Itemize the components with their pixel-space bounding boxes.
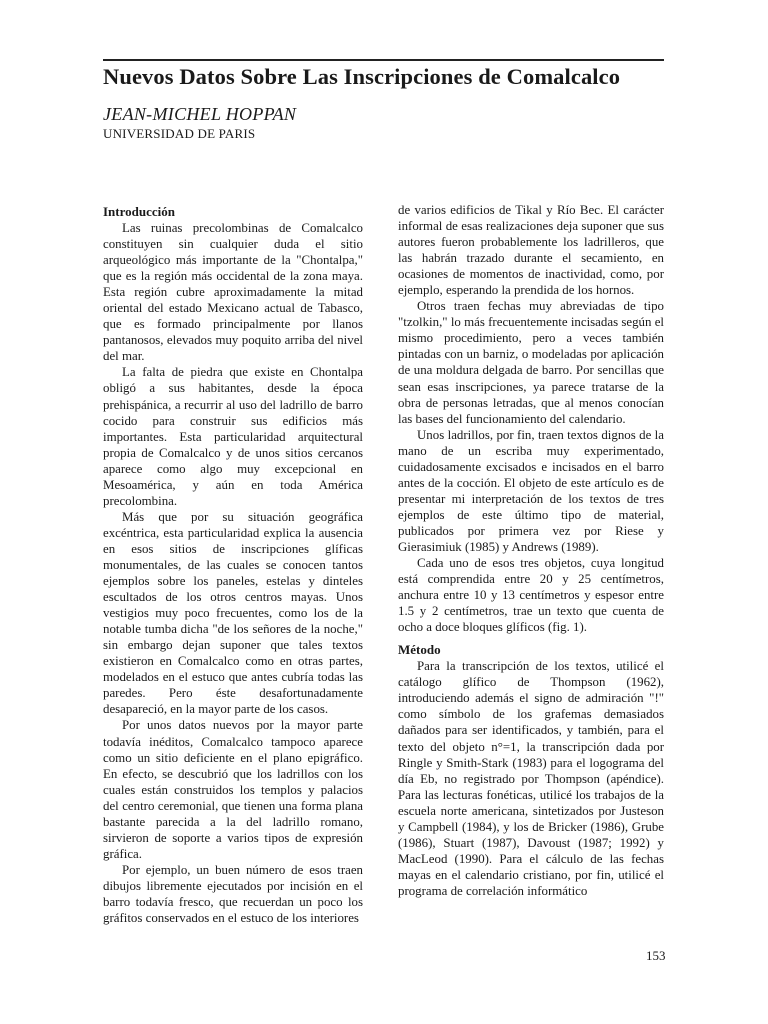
paragraph: de varios edificios de Tikal y Río Bec. El carácter informal de esas realizaciones deja suponer que sus autores fueron probablemente los ladrilleros, que las habrán trazado durante el secamiento, en ocasiones de momentos de inactividad, como, por ejemplo, esperando la prendida de los hornos. [398, 203, 664, 298]
top-rule [103, 59, 664, 61]
paragraph: Por unos datos nuevos por la mayor parte todavía inéditos, Comalcalco tampoco aparece como un sitio deficiente en el plano epigráfico. En efecto, se descubrió que los ladrillos con los cuales están construidos los templos y palacios del centro ceremonial, que tienen una forma plana bastante parecida a la del ladrillo romano, sirvieron de soporte a varios tipos de expresión gráfica. [103, 718, 363, 861]
section-heading-introduccion: Introducción [103, 204, 175, 219]
paragraph: La falta de piedra que existe en Chontalpa obligó a sus habitantes, desde la época prehispánica, a recurrir al uso del ladrillo de barro cocido para construir sus edificios más importantes. Esta particularidad arquitectural propia de Comalcalco y de unos sitios cercanos aparece como algo muy excepcional en Mesoamérica, y aún en toda América precolombina. [103, 365, 363, 508]
paragraph: Cada uno de esos tres objetos, cuya longitud está comprendida entre 20 y 25 centímetros, anchura entre 10 y 13 centímetros y espesor entre 1.5 y 2 centímetros, trae un texto que cuenta de ocho a doce bloques glíficos (fig. 1). [398, 556, 664, 635]
paragraph: Más que por su situación geográfica excéntrica, esta particularidad explica la ausencia en esos sitios de inscripciones glíficas monumentales, de las cuales se conocen tantos ejemplos sobre los paneles, estelas y dinteles escultados de los otros centros mayas. Unos vestigios muy poco frecuentes, como los de la notable tumba dicha "de los señores de la noche," sin embargo dejan suponer que tales textos existieron en Comalcalco como en otras partes, modelados en el estuco que antes cubría todas las paredes. Pero éste desafortunadamente desapareció, en la mayor parte de los casos. [103, 509, 363, 717]
paragraph: Unos ladrillos, por fin, traen textos dignos de la mano de un escriba muy experimentado, cuidadosamente excisados e incisados en el barro antes de la cocción. El objeto de este artículo es de presentar mi interpretación de los textos de tres ejemplos de este último tipo de material, publicados por primera vez por Riese y Gierasimiuk (1985) y Andrews (1989). [398, 427, 664, 554]
paragraph: Las ruinas precolombinas de Comalcalco constituyen sin cualquier duda el sitio arqueológico más importante de la "Chontalpa," que es la región más occidental de la zona maya. Esta región cubre aproximadamente la mitad oriental del estado Mexicano actual de Tabasco, que es formado principalmente por llanos pantanosos, elevados muy poquito arriba del nivel del mar. [103, 221, 363, 364]
paragraph: Para la transcripción de los textos, utilicé el catálogo glífico de Thompson (1962), introduciendo además el signo de admiración "!" como símbolo de los grafemas demasiados dañados para ser identificados, y también, para el texto del objeto n°=1, la transcripción dada por Ringle y Smith-Stark (1983) para el logograma del día Eb, no registrado por Thompson (apéndice). Para las lecturas fonéticas, utilicé los trabajos de la escuela norte americana, sintetizados por Justeson y Campbell (1984), y los de Bricker (1986), Grube (1986), Stuart (1987), Davoust (1987; 1992) y MacLeod (1990). Para el cálculo de las fechas mayas en el calendario cristiano, por fin, utilicé el programa de correlación informático [398, 659, 664, 898]
paragraph: Por ejemplo, un buen número de esos traen dibujos libremente ejecutados por incisión en el barro todavía fresco, que recuerdan un poco los gráfitos conservados en el estuco de los interiores [103, 862, 363, 926]
right-column [398, 202, 664, 899]
section-heading-metodo: Método [398, 642, 441, 658]
page-number: 153 [646, 948, 666, 963]
article-title: Nuevos Datos Sobre Las Inscripciones de Comalcalco [103, 64, 621, 89]
author-affiliation: UNIVERSIDAD DE PARIS [103, 126, 256, 141]
author-name: JEAN-MICHEL HOPPAN [103, 104, 297, 124]
left-column [103, 204, 363, 926]
paragraph: Otros traen fechas muy abreviadas de tipo "tzolkin," lo más frecuentemente incisadas según el mismo procedimiento, pero a veces también pintadas con un barniz, o modeladas por aplicación de una moldura delgada de barro. Por sencillas que sean esas inscripciones, ya parece tratarse de la obra de personas letradas, que al menos conocían las bases del funcionamiento del calendario. [398, 299, 664, 426]
